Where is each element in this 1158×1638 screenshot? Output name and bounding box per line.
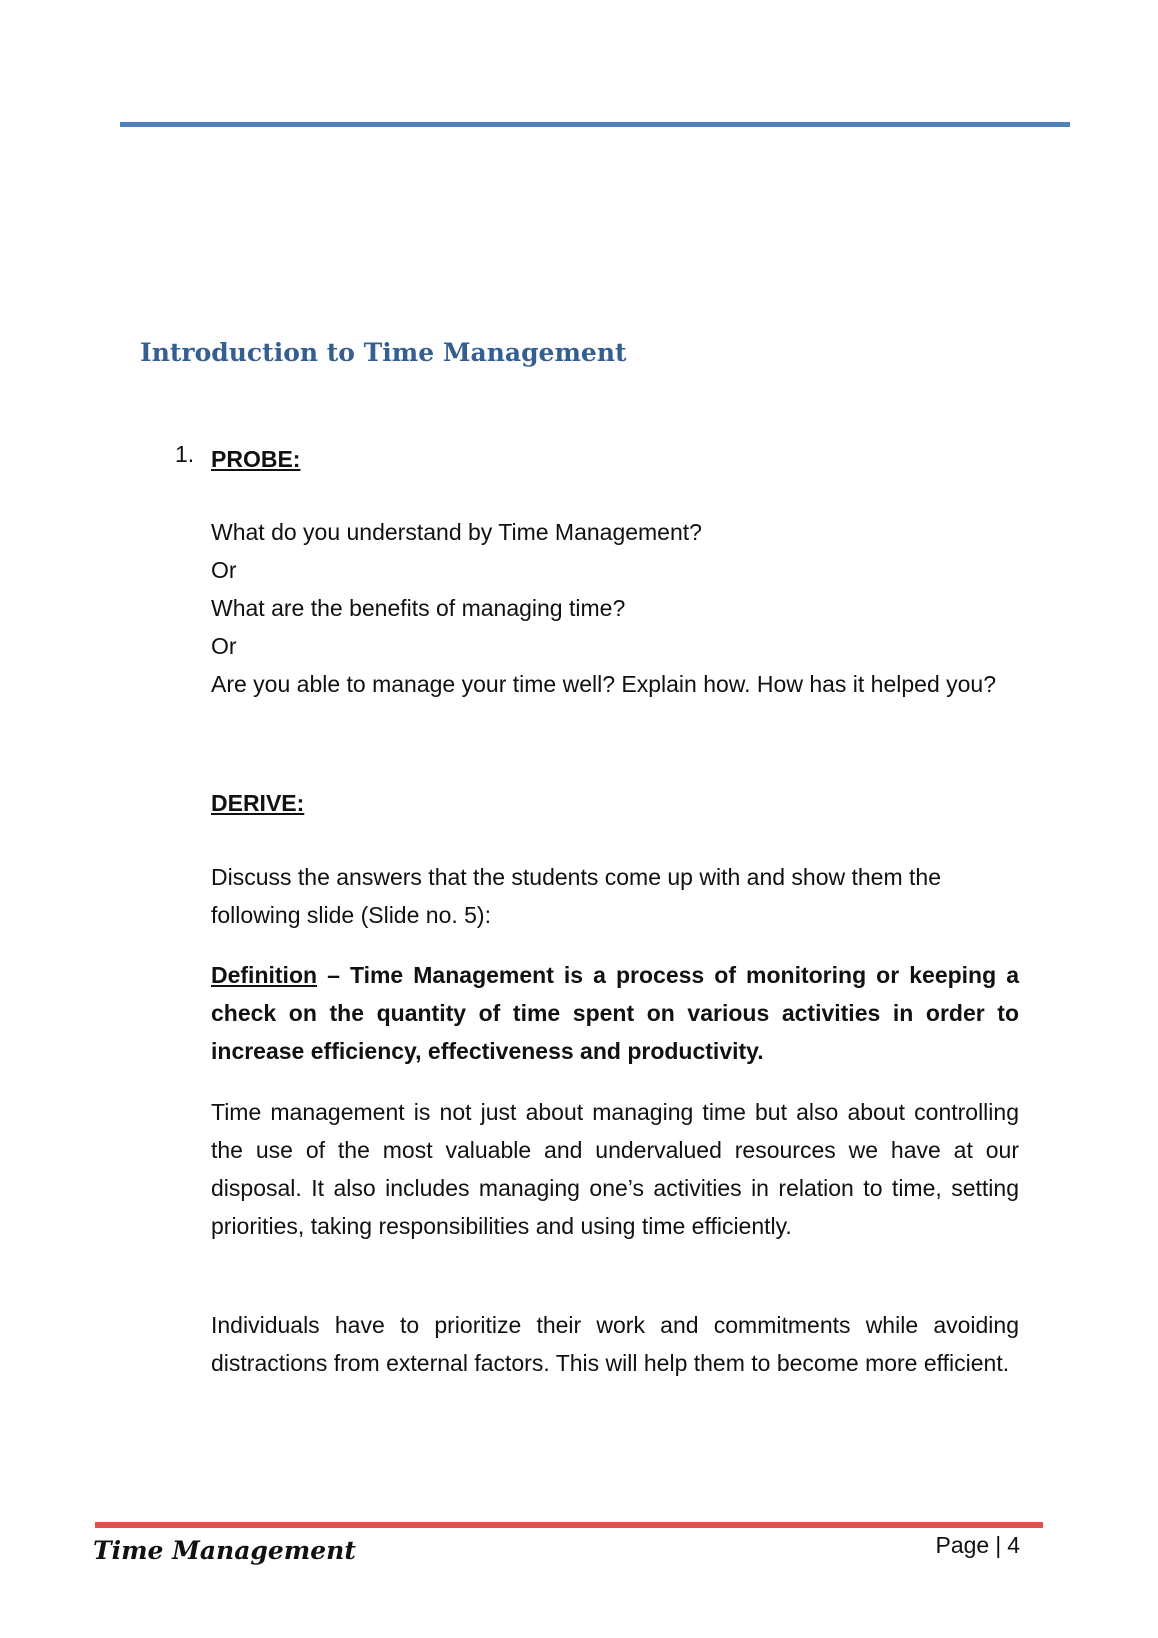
footer-rule (95, 1522, 1043, 1528)
body-paragraph: Time management is not just about managing time but also about controlling the use of the most valuable and undervalued resources we have at our disposal. It also includes managing one’s activities in relation to time, setting priorities, taking responsibilities and using time efficiently. (211, 1099, 1019, 1239)
probe-questions (211, 513, 1019, 703)
derive-intro: Discuss the answers that the students come up with and show them the following slide (Slide no. 5): (211, 864, 941, 928)
page-separator: | (995, 1532, 1002, 1558)
body-paragraph: Individuals have to prioritize their work and commitments while avoiding distractions from external factors. This will help them to become more efficient. (211, 1312, 1019, 1376)
footer-title: Time Management (93, 1536, 356, 1565)
page-number: 4 (1007, 1532, 1020, 1558)
probe-question: Are you able to manage your time well? Explain how. How has it helped you? (211, 671, 997, 697)
probe-question: What are the benefits of managing time? (211, 595, 626, 621)
derive-label: DERIVE: (211, 790, 305, 816)
page-number-block (936, 1532, 1021, 1559)
probe-label: PROBE: (211, 446, 301, 472)
probe-or: Or (211, 557, 237, 583)
header-rule (120, 122, 1070, 127)
page-label: Page (935, 1532, 990, 1558)
probe-section (211, 440, 1019, 478)
page-heading: Introduction to Time Management (140, 338, 627, 367)
definition-text: – Time Management is a process of monitoring or keeping a check on the quantity of time spent on various activities in order to increase efficiency, effectiveness and productivity. (211, 962, 1019, 1064)
probe-or: Or (211, 633, 237, 659)
definition-paragraph (211, 956, 1019, 1070)
definition-term: Definition (211, 962, 318, 988)
list-number: 1. (175, 441, 195, 467)
probe-question: What do you understand by Time Management? (211, 519, 702, 545)
derive-section (211, 784, 1019, 822)
